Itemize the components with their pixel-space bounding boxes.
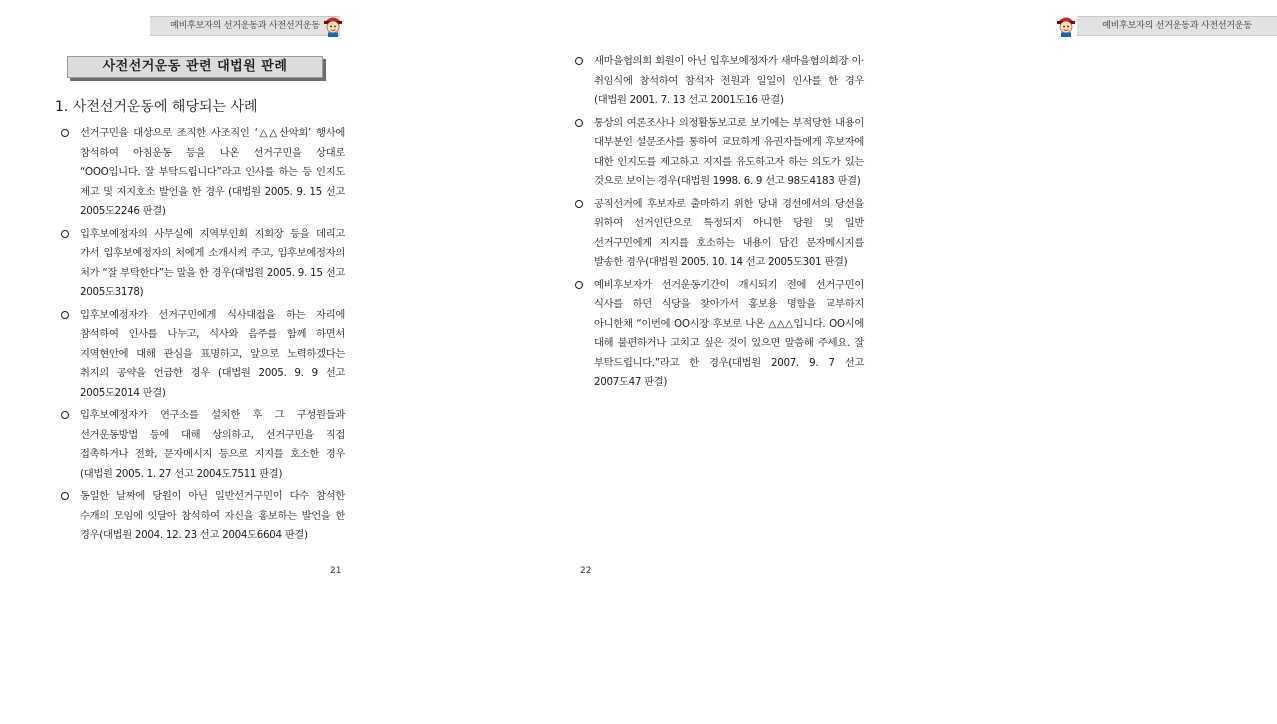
list-item xyxy=(574,195,864,273)
bullet-circle-icon xyxy=(575,200,583,208)
bullet-circle-icon xyxy=(575,57,583,65)
page-number: 22 xyxy=(580,566,592,576)
bullet-circle-icon xyxy=(575,119,583,127)
page-number: 21 xyxy=(330,566,342,576)
case-text: 통상의 여론조사나 의정활동보고로 보기에는 부적당한 내용이 대부분인 설문조사를 통하여 교묘하게 유권자들에게 후보자에 대한 인지도를 제고하고 지지를 유도하고자 하는 의도가 있는 것으로 보이는 경우(대법원 1998. 6. 9 선고 98도4183 판결) xyxy=(594,116,864,187)
bullet-circle-icon xyxy=(61,230,69,238)
list-item xyxy=(60,487,345,546)
case-list xyxy=(574,52,864,396)
bullet-circle-icon xyxy=(575,281,583,289)
section-subheading: 1. 사전선거운동에 해당되는 사례 xyxy=(55,99,258,115)
case-text: 입후보예정자가 선거구민에게 식사대접을 하는 자리에 참석하여 인사를 나누고, 식사와 음주를 함께 하면서 지역현안에 대해 관심을 표명하고, 앞으로 노력하겠다는 취지의 공약을 언급한 경우 (대법원 2005. 9. 9 선고 2005도2014 판결) xyxy=(80,308,345,399)
list-item xyxy=(574,52,864,111)
list-item xyxy=(60,124,345,222)
case-list xyxy=(60,124,345,549)
right-page xyxy=(512,0,1252,724)
bullet-circle-icon xyxy=(61,411,69,419)
case-text: 새마을협의회 회원이 아닌 입후보예정자가 새마을협의회장 이·취임식에 참석하여 참석자 전원과 일일이 인사를 한 경우(대법원 2001. 7. 13 선고 2001도16 판결) xyxy=(594,55,864,106)
case-text: 공직선거에 후보자로 출마하기 위한 당내 경선에서의 당선을 위하여 선거인단으로 특정되지 아니한 당원 및 일반 선거구민에게 지지를 호소하는 내용이 담긴 문자메시지를 발송한 경우(대법원 2005. 10. 14 선고 2005도301 판결) xyxy=(594,197,864,268)
case-text: 예비후보자가 선거운동기간이 개시되기 전에 선거구민이 식사를 하던 식당을 찾아가서 홍보용 명함을 교부하지 아니한채 “이번에 OO시장 후보로 나온 △△△입니다. OO시에 대해 불편하거나 고치고 싶은 것이 있으면 말씀해 주세요. 잘 부탁드립니다.”라고 한 경우(대법원 2007. 9. 7 선고 2007도47 판결) xyxy=(594,278,864,388)
list-item xyxy=(574,276,864,393)
header-title: 예비후보자의 선거운동과 사전선거운동 xyxy=(150,16,340,36)
mascot-icon xyxy=(1055,13,1077,37)
case-text: 동일한 날짜에 당원이 아닌 일반선거구민이 다수 참석한 수개의 모임에 잇달아 참석하여 자신을 홍보하는 발언을 한 경우(대법원 2004. 12. 23 선고 2004도6604 판결) xyxy=(80,490,345,541)
case-text: 입후보예정자의 사무실에 지역부인회 지회장 등을 데리고 가서 입후보예정자의 처에게 소개시켜 주고, 입후보예정자의 처가 “잘 부탁한다”는 말을 한 경우(대법원 2005. 9. 15 선고 2005도3178) xyxy=(80,227,345,298)
left-page xyxy=(0,0,512,724)
section-title: 사전선거운동 관련 대법원 판례 xyxy=(67,56,323,78)
case-text: 입후보예정자가 연구소를 설치한 후 그 구성원들과 선거운동방법 등에 대해 상의하고, 선거구민을 직접 접촉하거나 전화, 문자메시지 등으로 지지를 호소한 경우(대법원 2005. 1. 27 선고 2004도7511 판결) xyxy=(80,409,345,480)
list-item xyxy=(60,406,345,484)
list-item xyxy=(60,225,345,303)
header-title: 예비후보자의 선거운동과 사전선거운동 xyxy=(1077,16,1277,36)
page-header xyxy=(150,10,340,36)
bullet-circle-icon xyxy=(61,492,69,500)
bullet-circle-icon xyxy=(61,311,69,319)
mascot-icon xyxy=(322,13,344,37)
bullet-circle-icon xyxy=(61,129,69,137)
list-item xyxy=(60,306,345,404)
page-header xyxy=(1077,10,1277,36)
case-text: 선거구민을 대상으로 조직한 사조직인 ‘△△산악회’ 행사에 참석하여 아침운동 등을 나온 선거구민을 상대로 “OOO입니다. 잘 부탁드립니다”라고 인사를 하는 등 인지도 제고 및 지지호소 발언을 한 경우 (대법원 2005. 9. 15 선고 2005도2246 판결) xyxy=(80,127,345,217)
list-item xyxy=(574,114,864,192)
